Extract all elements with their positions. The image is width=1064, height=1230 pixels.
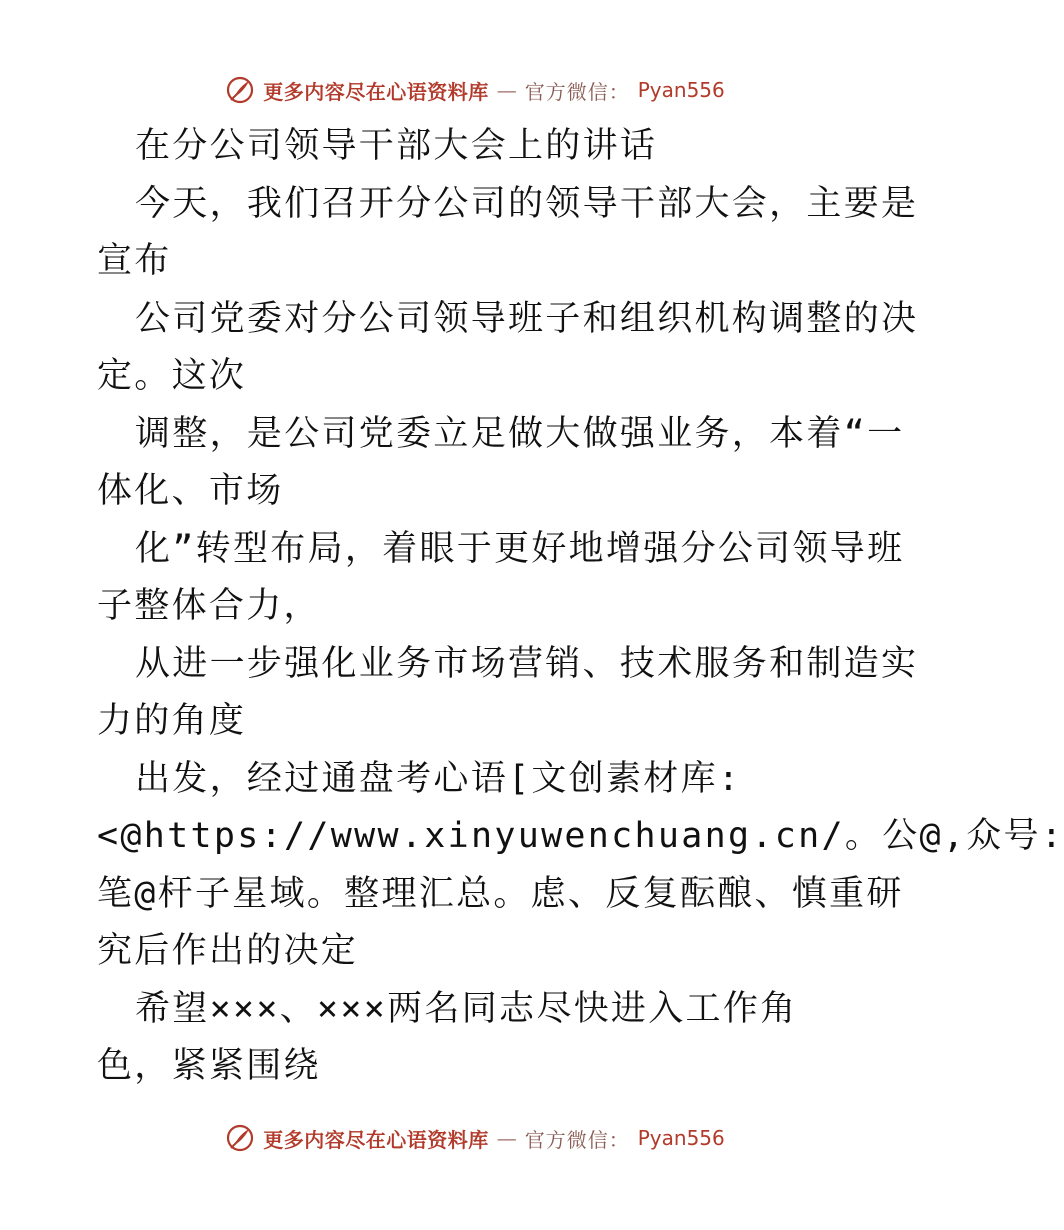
paragraph-line: 公司党委对分公司领导班子和组织机构调整的决 — [135, 298, 919, 339]
paragraph-line: 笔@杆子星域。整理汇总。虑、反复酝酿、慎重研 — [97, 873, 904, 914]
paragraph-line: 体化、市场 — [97, 471, 284, 511]
paragraph-line: 究后作出的决定 — [97, 931, 359, 971]
document-body — [97, 118, 1064, 1096]
paragraph-line: 定。这次 — [97, 356, 247, 396]
header-banner — [0, 70, 950, 110]
paragraph-line: 色，紧紧围绕 — [97, 1046, 321, 1086]
paragraph-line: 调整，是公司党委立足做大做强业务，本着“一 — [135, 413, 905, 454]
red-feather-pen-logo-icon — [225, 1123, 255, 1153]
banner-official-label: 官方微信： — [524, 1127, 630, 1152]
paragraph-line: 今天，我们召开分公司的领导干部大会，主要是 — [135, 183, 919, 224]
paragraph-line: 子整体合力， — [97, 586, 321, 626]
red-feather-pen-logo-icon — [225, 75, 255, 105]
paragraph-line: 力的角度 — [97, 701, 247, 741]
banner-dash: — — [496, 1126, 517, 1150]
paragraph-line: 出发，经过通盘考心语[文创素材库: — [135, 758, 742, 799]
footer-banner — [0, 1118, 950, 1158]
banner-official-label: 官方微信： — [524, 79, 630, 104]
banner-dash: — — [496, 78, 517, 102]
banner-brand-text: 更多内容尽在心语资料库 — [263, 79, 489, 104]
banner-brand-text: 更多内容尽在心语资料库 — [263, 1127, 489, 1152]
paragraph-line: 希望×××、×××两名同志尽快进入工作角 — [135, 988, 798, 1029]
paragraph-line: <@https://www.xinyuwenchuang.cn/。公@,众号: — [97, 816, 1064, 856]
banner-wechat-id: Pyan556 — [637, 78, 725, 102]
paragraph-line: 从进一步强化业务市场营销、技术服务和制造实 — [135, 643, 919, 684]
banner-wechat-id: Pyan556 — [637, 1126, 725, 1150]
paragraph-line: 宣布 — [97, 241, 172, 281]
document-title: 在分公司领导干部大会上的讲话 — [135, 126, 658, 166]
paragraph-line: 化”转型布局，着眼于更好地增强分公司领导班 — [135, 528, 905, 569]
